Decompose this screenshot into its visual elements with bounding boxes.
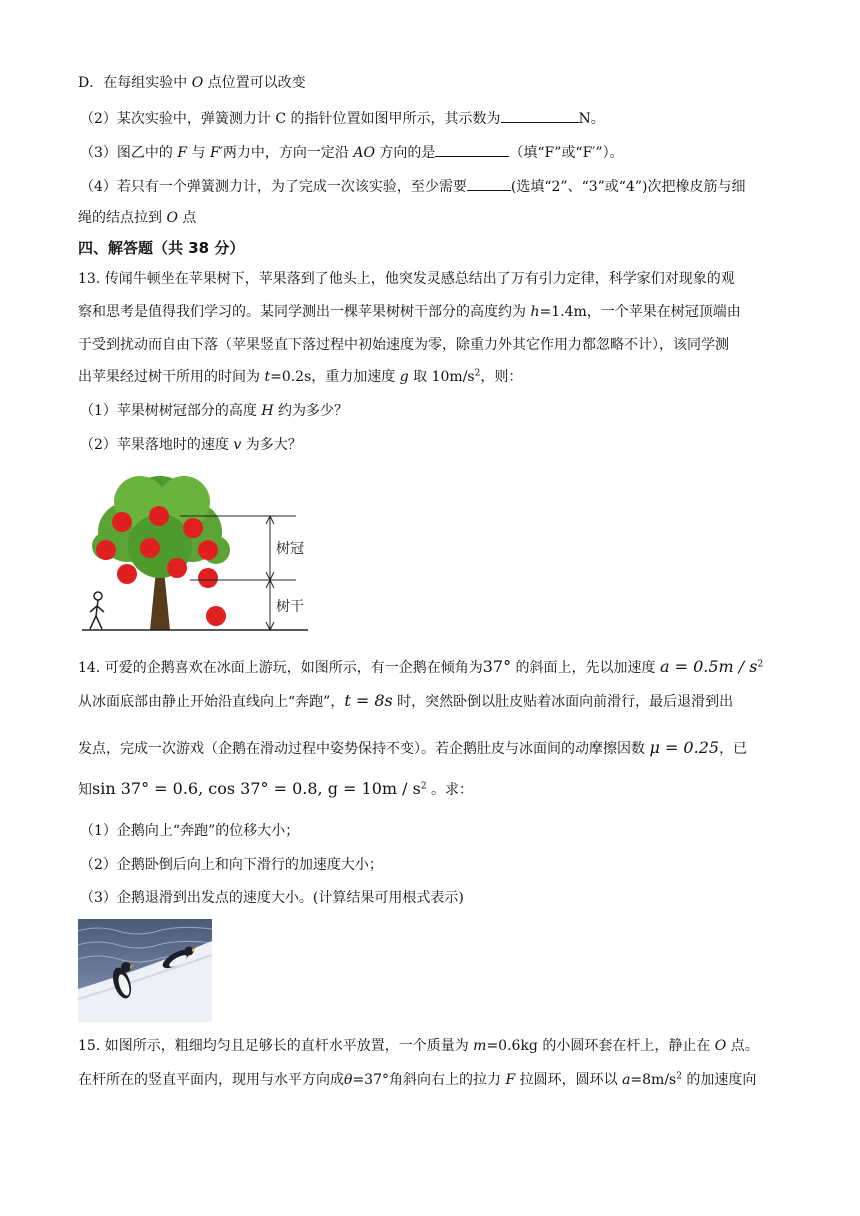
- tree-crown: [92, 476, 230, 578]
- text: N。: [578, 111, 605, 127]
- var-o: O: [191, 75, 204, 91]
- var-m: m: [473, 1038, 487, 1054]
- apple: [117, 564, 137, 584]
- var-h: h: [530, 304, 540, 320]
- apple: [96, 540, 116, 560]
- apple: [149, 506, 169, 526]
- text: 察和思考是值得我们学习的。某同学测出一棵苹果树树干部分的高度约为: [78, 304, 531, 320]
- label-trunk: 树干: [276, 599, 304, 615]
- text: D．在每组实验中: [78, 75, 192, 91]
- q13-line2: [78, 302, 741, 322]
- answer-blank[interactable]: [501, 107, 579, 123]
- answer-blank[interactable]: [467, 175, 511, 191]
- text: =0.2s，重力加速度: [270, 369, 400, 385]
- text: 的斜面上，先以加速度: [511, 660, 660, 676]
- q13-sub2: [80, 435, 302, 455]
- text: 约为多少？: [273, 403, 349, 419]
- text: （2）苹果落地时的速度: [80, 437, 234, 453]
- math: t = 8s: [344, 691, 393, 710]
- text: 的加速度向: [681, 1072, 757, 1088]
- apple: [198, 568, 218, 588]
- math: 37°: [482, 657, 512, 676]
- text: 出苹果经过树干所用的时间为: [78, 369, 265, 385]
- q14-line4: [78, 779, 473, 800]
- text: =8m/s: [630, 1072, 677, 1088]
- q14-line3: [78, 738, 747, 759]
- text: 绳的结点拉到: [78, 210, 167, 226]
- q14-sub3: （3）企鹅退滑到出发点的速度大小。(计算结果可用根式表示): [80, 890, 464, 906]
- text: =37°角斜向右上的拉力: [352, 1072, 506, 1088]
- text: （1）苹果树树冠部分的高度: [80, 403, 262, 419]
- text: 与: [187, 145, 210, 161]
- q12-part4: [80, 175, 746, 197]
- stick-person-icon: [90, 592, 104, 629]
- text: 为多大？: [241, 437, 302, 453]
- var-o: O: [166, 210, 178, 226]
- text: 方向的是: [374, 145, 436, 161]
- apple: [112, 512, 132, 532]
- apple: [198, 540, 218, 560]
- section-heading: 四、解答题（共 38 分）: [78, 239, 245, 257]
- fallen-apple: [206, 606, 226, 626]
- text: ，已: [719, 741, 748, 757]
- text: 14. 可爱的企鹅喜欢在冰面上游玩，如图所示，有一企鹅在倾角为: [78, 660, 483, 676]
- q12-part2: [80, 107, 605, 129]
- text: （3）图乙中的: [80, 145, 178, 161]
- superscript: 2: [420, 781, 427, 792]
- var-theta: θ: [344, 1072, 353, 1088]
- var-v: v: [233, 437, 242, 453]
- text: ，则：: [480, 369, 523, 385]
- var-f: F: [177, 145, 188, 161]
- text: 15. 如图所示，粗细均匀且足够长的直杆水平放置，一个质量为: [78, 1038, 474, 1054]
- q14-sub2: （2）企鹅卧倒后向上和向下滑行的加速度大小；: [80, 857, 383, 873]
- var-f: F: [505, 1072, 516, 1088]
- q13-sub1: [80, 401, 348, 421]
- text: 拉圆环，圆环以: [515, 1072, 623, 1088]
- q13-line4: [78, 367, 522, 387]
- var-a: a: [622, 1072, 631, 1088]
- label-crown: 树冠: [276, 541, 304, 557]
- q13-line3: 于受到扰动而自由下落（苹果竖直下落过程中初始速度为零，除重力外其它作用力都忽略不计），该同学测: [78, 337, 729, 353]
- math: μ = 0.25: [649, 738, 720, 757]
- superscript: 2: [474, 368, 481, 379]
- text: 。求：: [426, 782, 474, 798]
- text: 取 10m/s: [408, 369, 475, 385]
- q13-line1: 13. 传闻牛顿坐在苹果树下，苹果落到了他头上，他突发灵感总结出了万有引力定律，科学家们对现象的观: [78, 271, 735, 287]
- apple: [167, 558, 187, 578]
- q12-part3: [80, 141, 624, 163]
- text: 在杆所在的竖直平面内，现用与水平方向成: [78, 1072, 344, 1088]
- var-t: t: [264, 369, 271, 385]
- apple: [183, 518, 203, 538]
- text: （填“F”或“F′”）。: [509, 145, 624, 161]
- q12-part4-cont: [78, 208, 196, 228]
- superscript: 2: [757, 659, 764, 670]
- text: 从冰面底部由静止开始沿直线向上“奔跑”，: [78, 694, 345, 710]
- text: 点位置可以改变: [203, 75, 306, 91]
- q14-line1: [78, 657, 763, 678]
- text: 点。: [726, 1038, 759, 1054]
- text: =0.6kg 的小圆环套在杆上，静止在: [486, 1038, 715, 1054]
- text: (选填“2”、“3”或“4”)次把橡皮筋与细: [510, 179, 746, 195]
- text: 两力中，方向一定沿: [222, 145, 354, 161]
- text: 点: [177, 210, 197, 226]
- apple-tree-figure: [80, 470, 320, 640]
- math: a = 0.5m / s: [659, 657, 758, 676]
- answer-blank[interactable]: [435, 141, 509, 157]
- var-fprime: F′: [209, 145, 223, 161]
- math: sin 37° = 0.6, cos 37° = 0.8, g = 10m / s: [92, 779, 421, 798]
- text: 时，突然卧倒以肚皮贴着冰面向前滑行，最后退滑到出: [392, 694, 734, 710]
- var-g: g: [399, 369, 409, 385]
- q14-sub1: （1）企鹅向上“奔跑”的位移大小；: [80, 823, 300, 839]
- q12-option-d: [78, 73, 306, 93]
- superscript: 2: [676, 1071, 682, 1082]
- var-h-upper: H: [261, 403, 274, 419]
- q15-line2: [78, 1070, 756, 1090]
- apple: [140, 538, 160, 558]
- var-ao: AO: [353, 145, 375, 161]
- text: （4）若只有一个弹簧测力计，为了完成一次该实验，至少需要: [80, 179, 467, 195]
- text: 知: [78, 782, 92, 798]
- var-o: O: [714, 1038, 727, 1054]
- text: （2）某次实验中，弹簧测力计 C 的指针位置如图甲所示，其示数为: [80, 111, 501, 127]
- penguin-photo: [78, 919, 212, 1022]
- text: 发点，完成一次游戏（企鹅在滑动过程中姿势保持不变）。若企鹅肚皮与冰面间的动摩擦因数: [78, 741, 650, 757]
- text: =1.4m，一个苹果在树冠顶端由: [539, 304, 741, 320]
- q15-line1: [78, 1036, 759, 1056]
- q14-line2: [78, 691, 733, 712]
